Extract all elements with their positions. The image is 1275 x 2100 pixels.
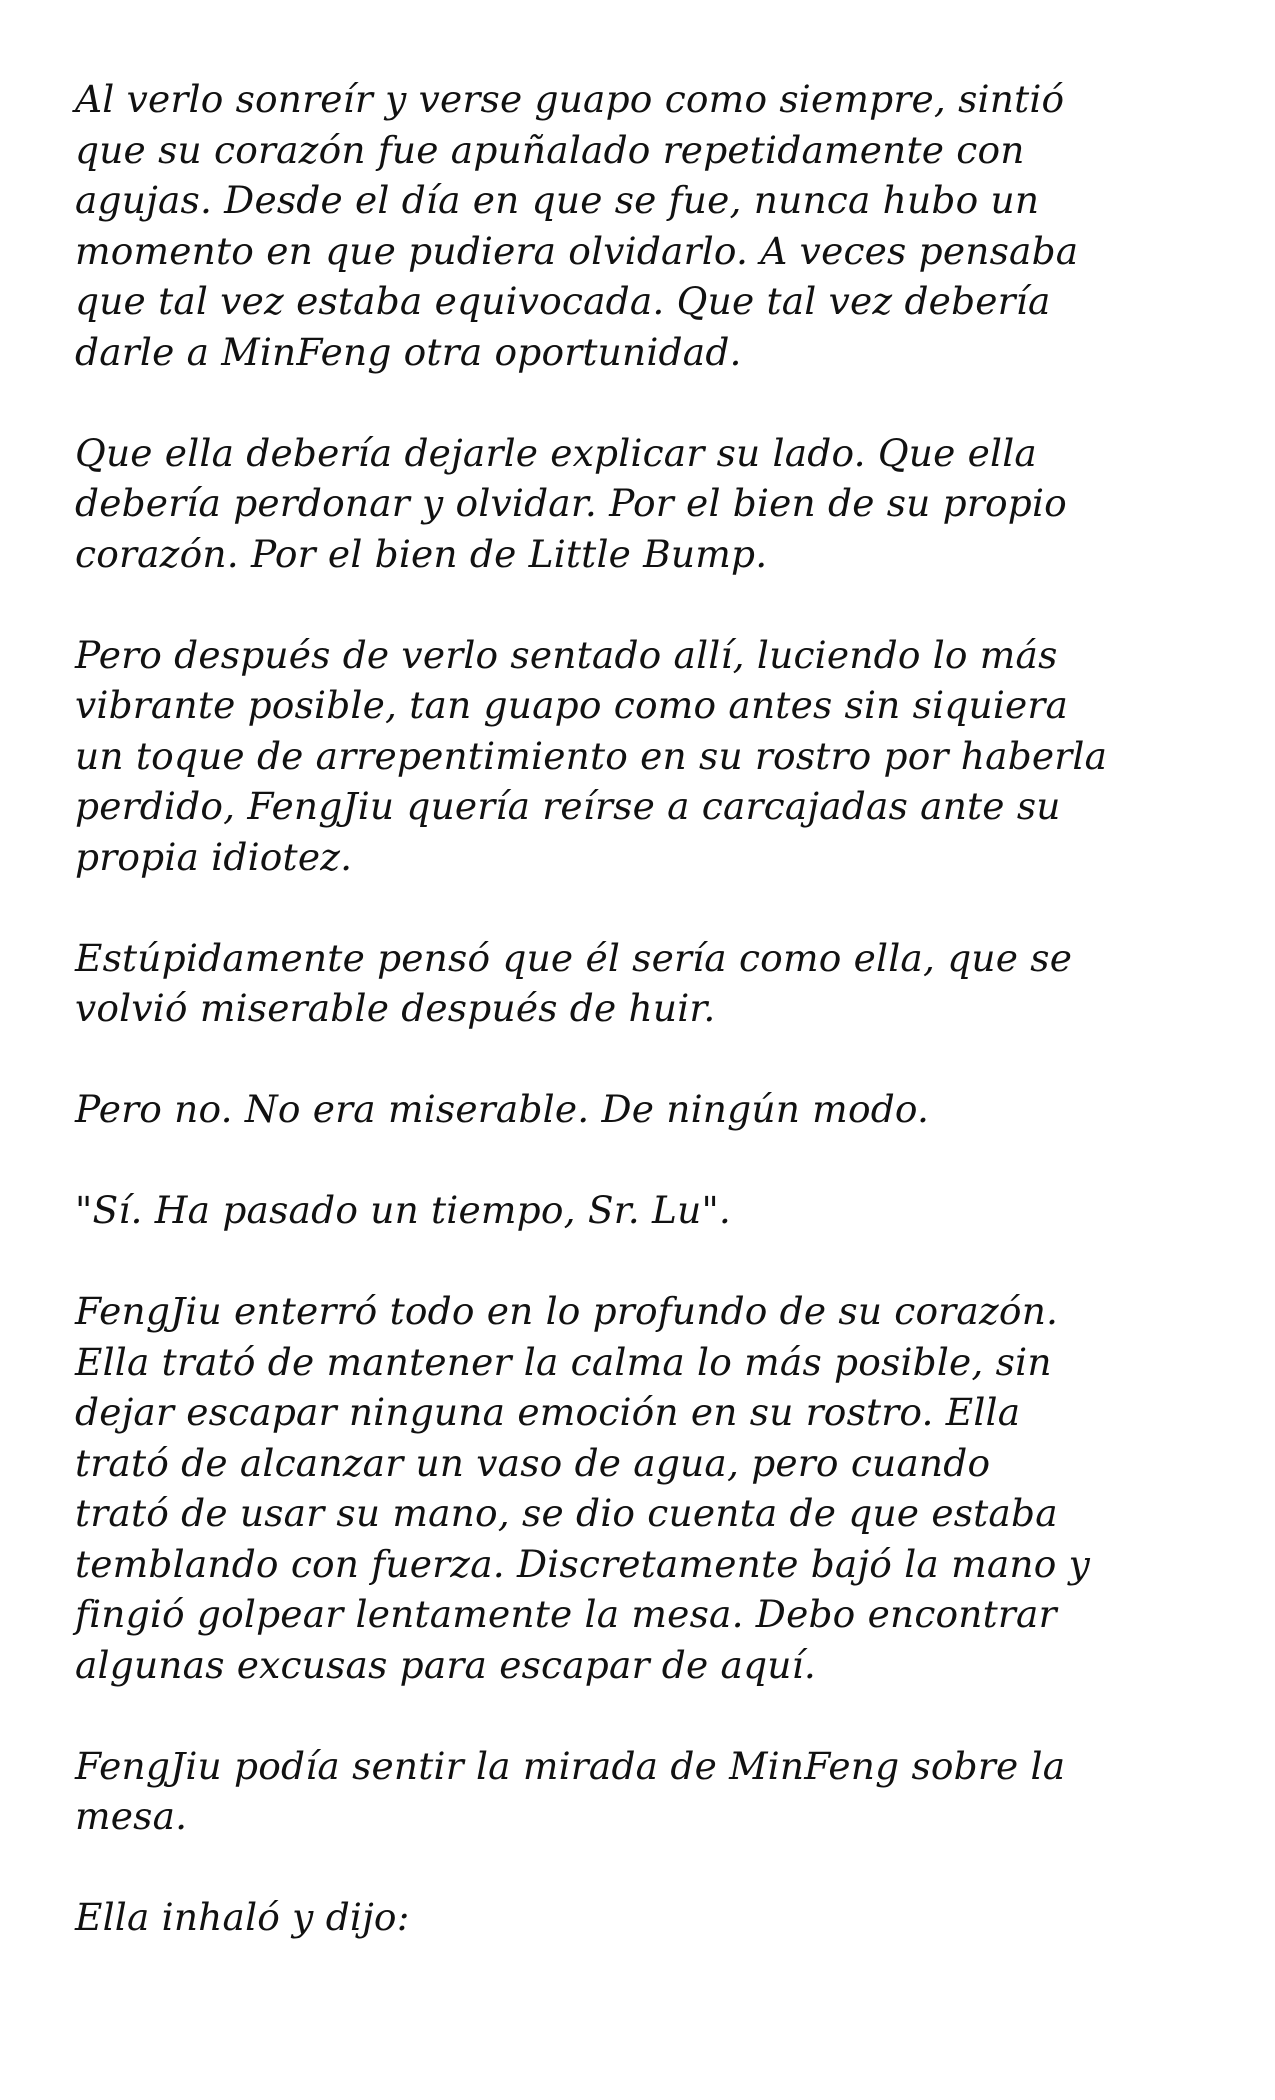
paragraph-8: FengJiu podía sentir la mirada de MinFeng sobre la mesa. — [75, 1743, 1066, 1838]
paragraph-5: Pero no. No era miserable. De ningún modo. — [75, 1087, 930, 1131]
paragraph-9: Ella inhaló y dijo: — [75, 1895, 410, 1939]
paragraph-4: Estúpidamente pensó que él sería como ella, que se volvió miserable después de huir. — [75, 935, 1073, 1030]
paragraph-2: Que ella debería dejarle explicar su lado. Que ella debería perdonar y olvidar. Por el bien de su propio corazón. Por el bien de Little Bump. — [75, 430, 1067, 576]
story-text — [75, 74, 1225, 1993]
dialogue-line: "Sí. Ha pasado un tiempo, Sr. Lu". — [75, 1188, 732, 1232]
paragraph-7: FengJiu enterró todo en lo profundo de su corazón. Ella trató de mantener la calma lo más posible, sin dejar escapar ninguna emoción en su rostro. Ella trató de alcanzar un vaso de agua, pero cuando trató de usar su mano, se dio cuenta de que estaba temblando con fuerza. Discretamente bajó la mano y fingió golpear lentamente la mesa. Debo encontrar algunas excusas para escapar de aquí. — [75, 1289, 1091, 1687]
paragraph-1: Al verlo sonreír y verse guapo como siempre, sintió que su corazón fue apuñalado repetidamente con agujas. Desde el día en que se fue, nunca hubo un momento en que pudiera olvidarlo. A veces pensaba que tal vez estaba equivocada. Que tal vez debería darle a MinFeng otra oportunidad. — [75, 77, 1079, 374]
paragraph-3: Pero después de verlo sentado allí, luciendo lo más vibrante posible, tan guapo como antes sin siquiera un toque de arrepentimiento en su rostro por haberla perdido, FengJiu quería reírse a carcajadas ante su propia idiotez. — [75, 632, 1108, 879]
